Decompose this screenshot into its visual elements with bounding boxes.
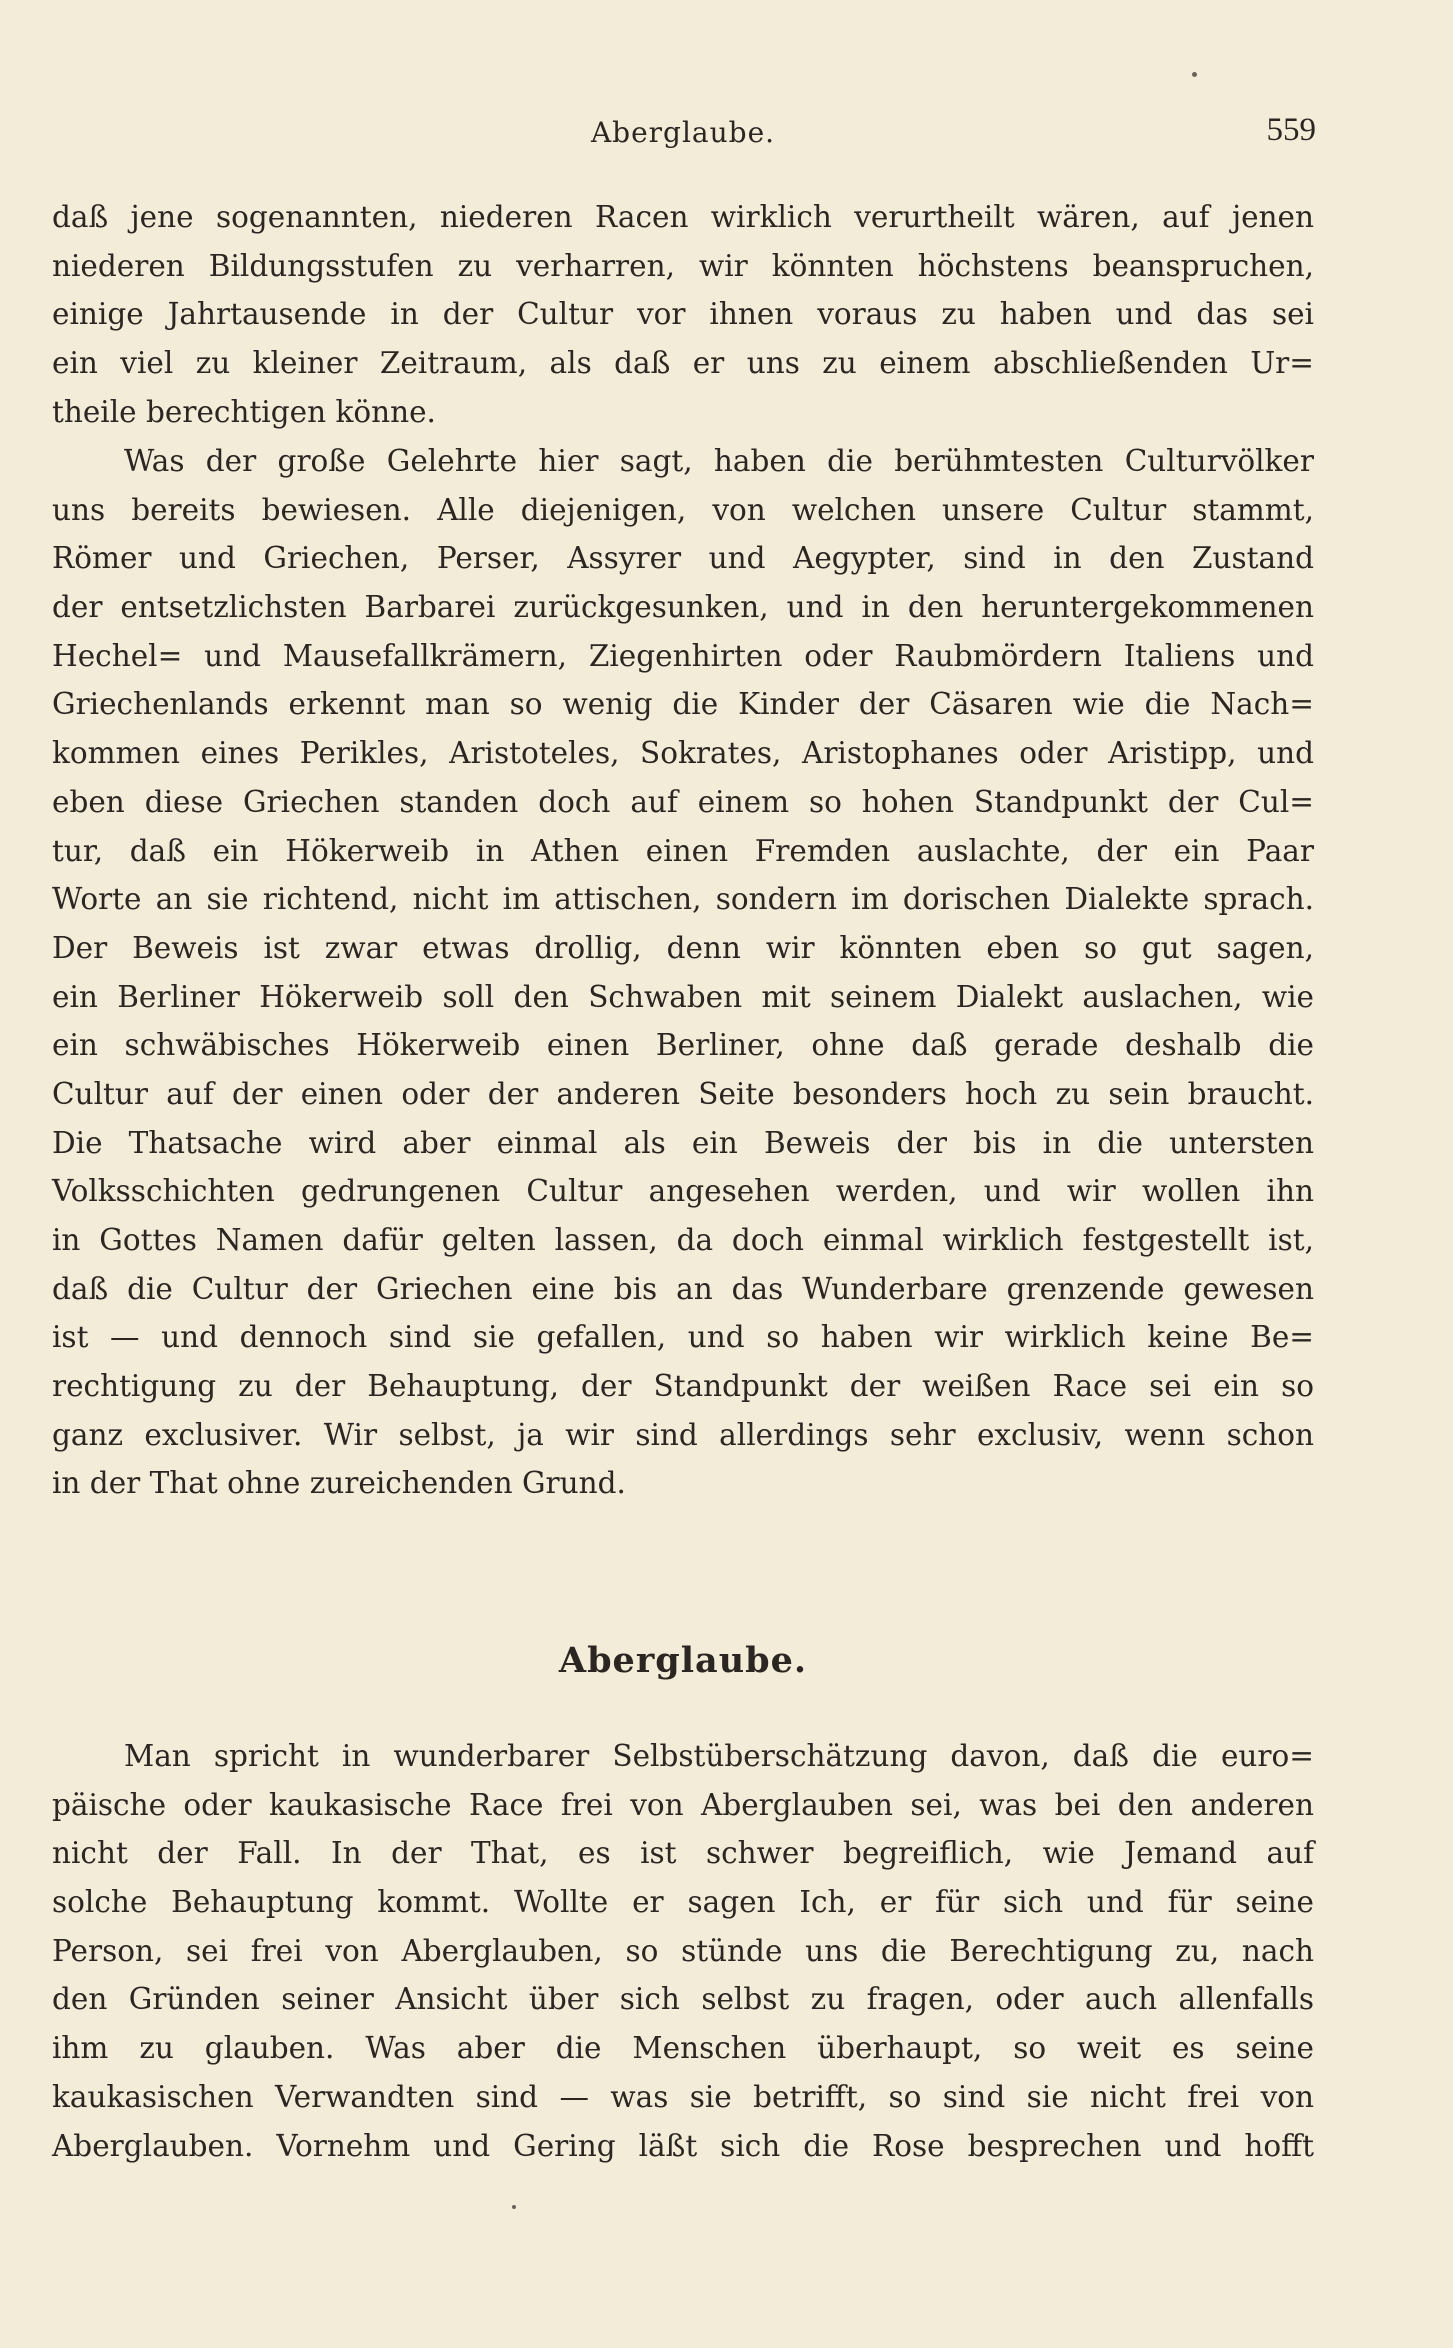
text-line: Römer und Griechen, Perser, Assyrer und Aegypter, sind in den Zustand — [52, 541, 1314, 576]
text-line: kaukasischen Verwandten sind — was sie betrifft, so sind sie nicht frei von — [52, 2079, 1314, 2114]
text-line: ist — und dennoch sind sie gefallen, und so haben wir wirklich keine Be= — [52, 1320, 1314, 1355]
text-line: päische oder kaukasische Race frei von Aberglauben sei, was bei den anderen — [52, 1787, 1314, 1822]
text-line: eben diese Griechen standen doch auf einem so hohen Standpunkt der Cul= — [52, 784, 1314, 819]
text-line: ihm zu glauben. Was aber die Menschen überhaupt, so weit es seine — [52, 2031, 1314, 2066]
text-line: ein viel zu kleiner Zeitraum, als daß er uns zu einem abschließenden Ur= — [52, 346, 1314, 381]
text-line: rechtigung zu der Behauptung, der Standpunkt der weißen Race sei ein so — [52, 1369, 1314, 1404]
text-line: Volksschichten gedrungenen Cultur angesehen werden, und wir wollen ihn — [52, 1174, 1314, 1209]
text-line: Was der große Gelehrte hier sagt, haben die berühmtesten Culturvölker — [124, 444, 1314, 478]
paragraph-continuation — [52, 193, 1314, 436]
paragraph-culture — [52, 437, 1314, 1508]
text-line: nicht der Fall. In der That, es ist schwer begreiflich, wie Jemand auf — [52, 1836, 1314, 1871]
text-line: daß die Cultur der Griechen eine bis an das Wunderbare grenzende gewesen — [52, 1271, 1314, 1306]
paper-speck — [1192, 72, 1197, 77]
text-line: uns bereits bewiesen. Alle diejenigen, von welchen unsere Cultur stammt, — [52, 492, 1314, 527]
text-line: Worte an sie richtend, nicht im attischen, sondern im dorischen Dialekte sprach. — [52, 882, 1314, 917]
running-title: Aberglaube. — [590, 116, 776, 149]
text-line: Person, sei frei von Aberglauben, so stünde uns die Berechtigung zu, nach — [52, 1933, 1314, 1968]
paragraph-superstition — [52, 1732, 1314, 2170]
text-line: in Gottes Namen dafür gelten lassen, da doch einmal wirklich festgestellt ist, — [52, 1223, 1314, 1257]
text-line: daß jene sogenannten, niederen Racen wirklich verurtheilt wären, auf jenen — [52, 200, 1314, 234]
text-line: Man spricht in wunderbarer Selbstüberschätzung davon, daß die euro= — [124, 1739, 1314, 1773]
text-line: tur, daß ein Hökerweib in Athen einen Fremden auslachte, der ein Paar — [52, 833, 1314, 868]
text-line: niederen Bildungsstufen zu verharren, wir könnten höchstens beanspruchen, — [52, 248, 1314, 283]
text-line: Griechenlands erkennt man so wenig die Kinder der Cäsaren wie die Nach= — [52, 687, 1314, 722]
text-line: der entsetzlichsten Barbarei zurückgesunken, und in den heruntergekommenen — [52, 590, 1314, 625]
text-line: theile berechtigen könne. — [52, 394, 436, 429]
text-line: ganz exclusiver. Wir selbst, ja wir sind allerdings sehr exclusiv, wenn schon — [52, 1417, 1314, 1452]
text-line: Die Thatsache wird aber einmal als ein Beweis der bis in die untersten — [52, 1125, 1314, 1160]
text-line: kommen eines Perikles, Aristoteles, Sokrates, Aristophanes oder Aristipp, und — [52, 736, 1314, 771]
text-line: ein schwäbisches Hökerweib einen Berliner, ohne daß gerade deshalb die — [52, 1028, 1314, 1063]
text-line: solche Behauptung kommt. Wollte er sagen Ich, er für sich und für seine — [52, 1885, 1314, 1920]
paper-speck — [512, 2205, 516, 2209]
text-line: ein Berliner Hökerweib soll den Schwaben mit seinem Dialekt auslachen, wie — [52, 979, 1314, 1014]
section-heading: Aberglaube. — [558, 1640, 808, 1681]
text-line: einige Jahrtausende in der Cultur vor ihnen voraus zu haben und das sei — [52, 297, 1314, 332]
page-number: 559 — [1266, 112, 1316, 148]
running-head — [52, 112, 1314, 152]
text-line: Aberglauben. Vornehm und Gering läßt sich die Rose besprechen und hofft — [52, 2128, 1314, 2163]
text-line: in der That ohne zureichenden Grund. — [52, 1466, 626, 1501]
text-line: den Gründen seiner Ansicht über sich selbst zu fragen, oder auch allenfalls — [52, 1982, 1314, 2017]
text-line: Hechel= und Mausefallkrämern, Ziegenhirten oder Raubmördern Italiens und — [52, 638, 1314, 673]
text-line: Der Beweis ist zwar etwas drollig, denn wir könnten eben so gut sagen, — [52, 930, 1314, 965]
text-line: Cultur auf der einen oder der anderen Seite besonders hoch zu sein braucht. — [52, 1076, 1314, 1111]
